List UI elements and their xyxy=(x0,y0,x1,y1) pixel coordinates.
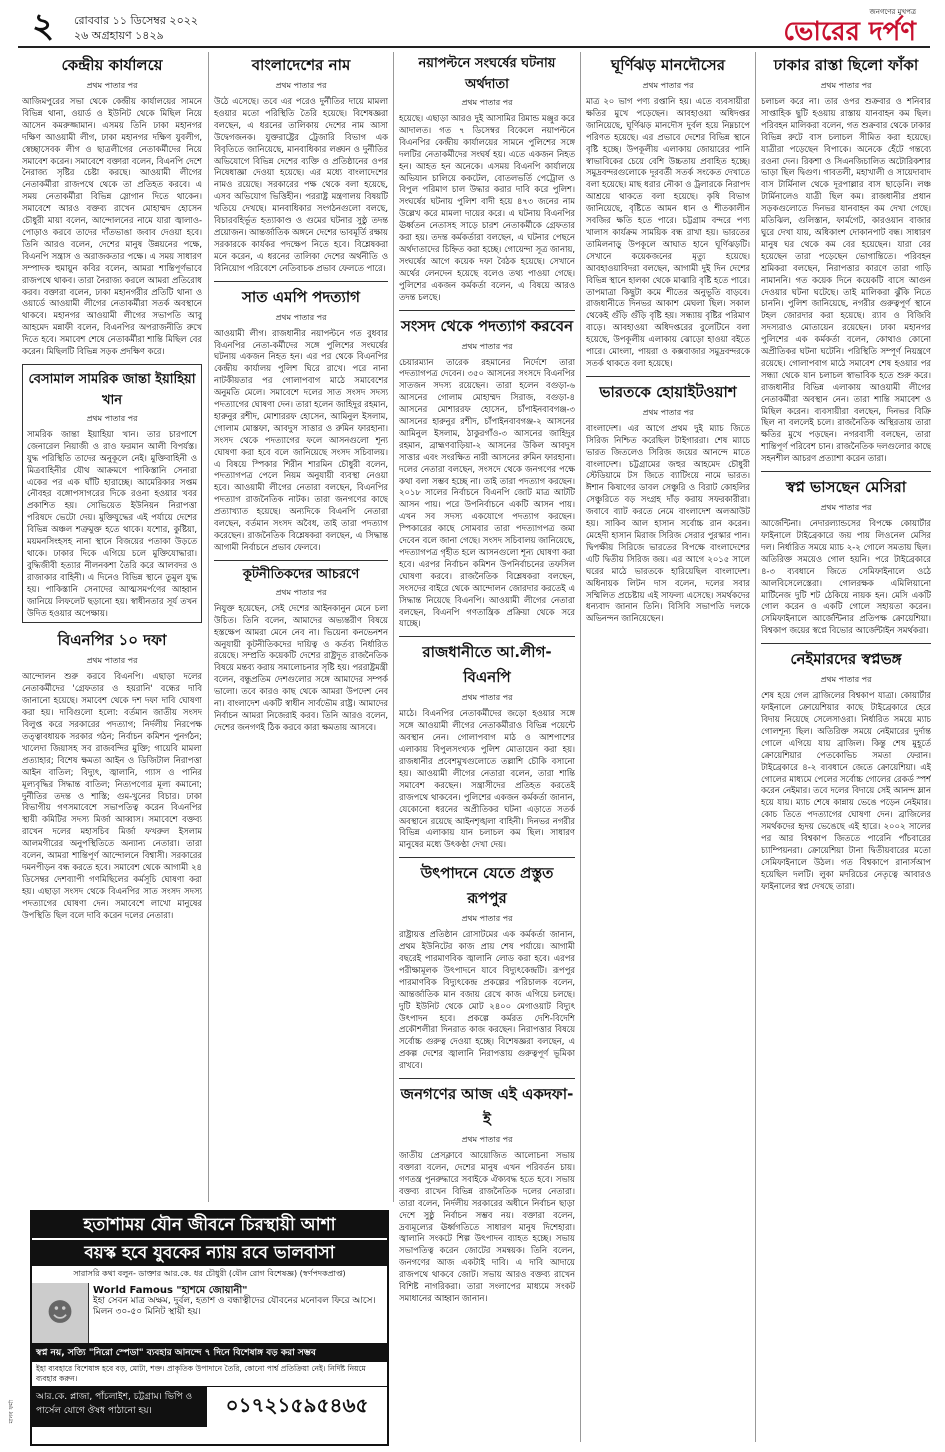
ad-phone-number[interactable]: ০১৭২১৫৯৫৪৬৫ xyxy=(206,1387,387,1427)
story-divider xyxy=(399,310,575,311)
column-divider xyxy=(393,52,394,1202)
story-body: মাঠে। বিএনপির নেতাকর্মীদের জড়ো হওয়ার সঙ্গে সঙ্গে আওয়ামী লীগের নেতাকর্মীরাও বিভিন্ন পয়েন্টে অবস্থান নেন। গোলাপবাগ মাঠ ও আশপাশের এলাকায় বিপুলসংখ্যক পুলিশ মোতায়েন করা হয়। রাজধানীর প্রবেশমুখগুলোতে তল্লাশি চৌকি বসানো হয়। আওয়ামী লীগের নেতারা বলেন, তারা শান্তি সমাবেশ করছেন। সন্ত্রাসীদের প্রতিহত করতেই রাজপথে থাকবেন। পুলিশের একজন কর্মকর্তা জানান, যেকোনো ধরনের অপ্রীতিকর ঘটনা এড়াতে সতর্ক অবস্থানে রয়েছে আইনশৃঙ্খলা বাহিনী। দিনভর নগরীর বিভিন্ন এলাকায় যান চলাচল কম ছিল। সাধারণ মানুষের মধ্যে উৎকণ্ঠা দেখা দেয়। xyxy=(399,708,575,850)
story-divider xyxy=(214,560,388,561)
story-divider xyxy=(761,471,931,472)
doctor-photo-icon: ☻ xyxy=(32,1283,89,1343)
story-divider xyxy=(399,1078,575,1079)
logo-title: ভোরের দর্পণ xyxy=(783,17,916,47)
page-number: ২ xyxy=(32,6,55,46)
story xyxy=(214,286,388,554)
story-body: শেষ হয়ে গেল ব্রাজিলের বিশ্বকাপ যাত্রা। কোয়ার্টার ফাইনালে ক্রোয়েশিয়ার কাছে টাইব্রেকারে হেরে বিদায় নিয়েছে সেলেসাওরা। নির্ধারিত সময়ে ম্যাচ গোলশূন্য ছিল। অতিরিক্ত সময়ে নেইমারের দুর্দান্ত গোলে এগিয়ে যায় ব্রাজিল। কিন্তু শেষ মুহূর্তে ক্রোয়েশিয়ার পেতকোভিচ সমতা ফেরান। টাইব্রেকারে ৪-২ ব্যবধানে জেতে ক্রোয়েশিয়া। এই গোলের মাধ্যমে পেলের সর্বোচ্চ গোলের রেকর্ড স্পর্শ করেন নেইমার। তবে দলের বিদায়ে সেই আনন্দ ম্লান হয়ে যায়। ম্যাচ শেষে কান্নায় ভেঙে পড়েন নেইমার। কোচ তিতে পদত্যাগের ঘোষণা দেন। ব্রাজিলের সমর্থকদের হৃদয় ভেঙেছে এই হারে। ২০০২ সালের পর আর বিশ্বকাপ জিততে পারেনি পাঁচবারের চ্যাম্পিয়নরা। ক্রোয়েশিয়া টানা দ্বিতীয়বারের মতো সেমিফাইনালে উঠল। গত বিশ্বকাপে রানার্সআপ হয়েছিল দলটি। লুকা মদরিচের নেতৃত্বে আবারও ফাইনালের স্বপ্ন দেখছে তারা। xyxy=(761,690,931,891)
continued-label: প্রথম পাতার পর xyxy=(461,341,513,351)
story xyxy=(399,862,575,1072)
continued-label: প্রথম পাতার পর xyxy=(275,81,327,90)
advertisement[interactable] xyxy=(30,1210,389,1446)
story xyxy=(214,54,388,275)
story-headline[interactable]: নেইমারদের স্বপ্নভঙ্গ xyxy=(790,650,902,669)
ad-middle xyxy=(32,1283,387,1343)
story-headline[interactable]: বিএনপির ১০ দফা xyxy=(57,631,167,650)
story xyxy=(22,629,202,921)
continued-label: প্রথম পাতার পর xyxy=(275,312,327,322)
story-headline[interactable]: বেসামাল সামরিক জান্তা ইয়াহিয়া খান xyxy=(28,371,196,408)
story-body: উঠে এসেছে। তবে এর পরেও দুর্নীতির দায়ে মামলা হওয়ার মতো পরিস্থিতি তৈরি হয়েছে। বিশেষজ্ঞরা বলছেন, এ ধরনের তালিকায় দেশের নাম আসা উদ্বেগজনক। যুক্তরাষ্ট্রের ট্রেজারি বিভাগ এক বিবৃতিতে জানিয়েছে, মানবাধিকার লঙ্ঘন ও দুর্নীতির অভিযোগে বিভিন্ন দেশের ব্যক্তি ও প্রতিষ্ঠানের ওপর নিষেধাজ্ঞা দেওয়া হয়েছে। এর মধ্যে বাংলাদেশের নামও রয়েছে। সরকারের পক্ষ থেকে বলা হয়েছে, এসব অভিযোগ ভিত্তিহীন। পররাষ্ট্র মন্ত্রণালয় বিষয়টি খতিয়ে দেখছে। মানবাধিকার সংগঠনগুলো বলছে, বিচারবহির্ভূত হত্যাকাণ্ড ও গুমের ঘটনার সুষ্ঠু তদন্ত প্রয়োজন। আন্তর্জাতিক অঙ্গনে দেশের ভাবমূর্তি রক্ষায় সরকারকে কার্যকর পদক্ষেপ নিতে হবে। বিশ্লেষকরা মনে করেন, এ ধরনের তালিকা দেশের অর্থনীতি ও বিনিয়োগ পরিবেশে নেতিবাচক প্রভাব ফেলতে পারে। xyxy=(214,96,388,273)
story-body: রাষ্ট্রায়ত্ত প্রতিষ্ঠান রোসাটমের এক কর্মকর্তা জানান, প্রথম ইউনিটের কাজ প্রায় শেষ পর্যায়ে। আগামী বছরেই পারমাণবিক জ্বালানি লোড করা হবে। এরপর পরীক্ষামূলক উৎপাদনে যাবে বিদ্যুৎকেন্দ্রটি। রূপপুর পারমাণবিক বিদ্যুৎকেন্দ্র প্রকল্পের পরিচালক বলেন, আন্তর্জাতিক মান বজায় রেখে কাজ এগিয়ে চলছে। দুটি ইউনিট থেকে মোট ২৪০০ মেগাওয়াট বিদ্যুৎ উৎপাদন হবে। প্রকল্পে কর্মরত দেশি-বিদেশি প্রকৌশলীরা দিনরাত কাজ করছেন। নিরাপত্তার বিষয়ে সর্বোচ্চ গুরুত্ব দেওয়া হচ্ছে। বিশেষজ্ঞরা বলছেন, এ প্রকল্প দেশের জ্বালানি নিরাপত্তায় গুরুত্বপূর্ণ ভূমিকা রাখবে। xyxy=(399,929,575,1071)
ad-product-name: World Famous "হাশমে জোয়ানী" xyxy=(93,1285,248,1296)
column-1 xyxy=(22,52,202,1202)
continued-label: প্রথম পাতার পর xyxy=(461,98,513,107)
story-headline[interactable]: জনগণের আজ এই একদফা-ই xyxy=(400,1085,574,1129)
story-headline[interactable]: উৎপাদনে যেতে প্রস্তুত রূপপুর xyxy=(420,864,554,908)
column-5 xyxy=(761,52,931,1442)
story xyxy=(761,476,931,637)
story-headline[interactable]: রাজধানীতে আ.লীগ-বিএনপি xyxy=(422,643,552,687)
masthead xyxy=(18,6,930,48)
story xyxy=(22,54,202,358)
side-note: মানব ফর্মা xyxy=(8,1400,15,1424)
story-divider xyxy=(214,281,388,282)
story xyxy=(586,54,750,370)
story-body: বাংলাদেশ। এর আগে প্রথম দুই ম্যাচ জিতে সিরিজ নিশ্চিত করেছিল টাইগাররা। শেষ ম্যাচে ভারত জিতলেও সিরিজ জয়ের আনন্দে মাতে বাংলাদেশ। চট্টগ্রামের জহুর আহমেদ চৌধুরী স্টেডিয়ামে টস জিতে ব্যাটিংয়ে নামে ভারত। ঈশান কিষাণের ডাবল সেঞ্চুরি ও বিরাট কোহলির সেঞ্চুরিতে বড় সংগ্রহ দাঁড় করায় সফরকারীরা। জবাবে ব্যাট করতে নেমে বাংলাদেশ অলআউট হয়। সাকিব আল হাসান সর্বোচ্চ রান করেন। মেহেদী হাসান মিরাজ সিরিজ সেরার পুরস্কার পান। দ্বিপক্ষীয় সিরিজে ভারতের বিপক্ষে বাংলাদেশের এটি দ্বিতীয় সিরিজ জয়। এর আগে ২০১৫ সালে ঘরের মাঠে ভারতকে হারিয়েছিল বাংলাদেশ। অধিনায়ক লিটন দাস বলেন, দলের সবার সম্মিলিত প্রচেষ্টায় এই সাফল্য এসেছে। সমর্থকদের ধন্যবাদ জানান তিনি। বিসিবি সভাপতি দলকে অভিনন্দন জানিয়েছেন। xyxy=(586,422,750,624)
story xyxy=(399,315,575,631)
ad-footer xyxy=(32,1386,387,1427)
boxed-story xyxy=(22,364,202,624)
continued-label: প্রথম পাতার পর xyxy=(86,413,138,423)
story-headline[interactable]: ঘূর্ণিঝড় মানদৌসের xyxy=(611,56,725,74)
ad-product-text: ইহা সেবন মাত্র অক্ষম, দুর্বল, হতাশ ও বন্ধাত্বীদের যৌবনের মনোবল ফিরে আসে। মিলন ৩০-৫০ মিনিট স্থায়ী হয়। xyxy=(93,1296,376,1317)
story-body: নিযুক্ত হয়েছেন, সেই দেশের আইনকানুন মেনে চলা উচিত। তিনি বলেন, আমাদের অভ্যন্তরীণ বিষয়ে হস্তক্ষেপ আমরা মেনে নেব না। ভিয়েনা কনভেনশন অনুযায়ী কূটনীতিকদের দায়িত্ব ও কর্তব্য নির্ধারিত রয়েছে। সম্প্রতি কয়েকটি দেশের রাষ্ট্রদূত রাজনৈতিক বিষয়ে মন্তব্য করায় সমালোচনার সৃষ্টি হয়। পররাষ্ট্রমন্ত্রী বলেন, বন্ধুপ্রতিম দেশগুলোর সঙ্গে আমাদের সম্পর্ক ভালো। তবে কারও কাছ থেকে আমরা উপদেশ নেব না। বাংলাদেশ একটি স্বাধীন সার্বভৌম রাষ্ট্র। আমাদের নির্বাচন আমরা নিজেরাই করব। তিনি আরও বলেন, দেশের জনগণই ঠিক করবে কারা ক্ষমতায় আসবে। xyxy=(214,602,388,732)
ad-banner: স্বপ্ন নয়, সত্যি "নিরো স্পেডা" ব্যবহার আনন্দে ৭ দিনে বিশেষাঙ্গ বড় করা সম্ভব xyxy=(32,1343,387,1362)
continued-label: প্রথম পাতার পর xyxy=(820,675,872,685)
newspaper-logo xyxy=(783,6,916,46)
column-4 xyxy=(586,52,750,1442)
story-body: চেয়ারম্যান তারেক রহমানের নির্দেশে তারা পদত্যাগপত্র দেবেন। ৩৫০ আসনের সংসদে বিএনপির সাতজন সদস্য রয়েছেন। তারা হলেন বগুড়া-৬ আসনের গোলাম মোহাম্মদ সিরাজ, বগুড়া-৪ আসনের মোশাররফ হোসেন, চাঁপাইনবাবগঞ্জ-৩ আসনের হারুনুর রশীদ, চাঁপাইনবাবগঞ্জ-২ আসনের আমিনুল ইসলাম, ঠাকুরগাঁও-৩ আসনের জাহিদুর রহমান, ব্রাহ্মণবাড়িয়া-২ আসনের উকিল আবদুস সাত্তার এবং সংরক্ষিত নারী আসনের রুমিন ফারহানা। দলের নেতারা বলছেন, সংসদে থেকে জনগণের পক্ষে কথা বলা সম্ভব হচ্ছে না। তাই তারা পদত্যাগ করছেন। ২০১৮ সালের নির্বাচনে বিএনপি জোট মাত্র আটটি আসন পায়। পরে উপনির্বাচনে একটি আসন পায়। এখন সব সদস্য একযোগে পদত্যাগ করছেন। স্পিকারের কাছে সোমবার তারা পদত্যাগপত্র জমা দেবেন বলে জানা গেছে। সংসদ সচিবালয় জানিয়েছে, পদত্যাগপত্র গৃহীত হলে আসনগুলো শূন্য ঘোষণা করা হবে। এরপর নির্বাচন কমিশন উপনির্বাচনের তফসিল ঘোষণা করবে। রাজনৈতিক বিশ্লেষকরা বলছেন, সংসদের বাইরে থেকে আন্দোলন জোরদার করতেই এ সিদ্ধান্ত নিয়েছে বিএনপি। আওয়ামী লীগের নেতারা বলছেন, বিএনপি গণতান্ত্রিক প্রক্রিয়া থেকে সরে যাচ্ছে। xyxy=(399,356,575,629)
story xyxy=(399,54,575,304)
date-bangla: ২৬ অগ্রহায়ণ ১৪২৯ xyxy=(74,29,164,42)
story-body: হয়েছে। এছাড়া আরও দুই আসামির রিমান্ড মঞ্জুর করে আদালত। গত ৭ ডিসেম্বর বিকেলে নয়াপল্টনে বিএনপির কেন্দ্রীয় কার্যালয়ের সামনে পুলিশের সঙ্গে দলটির নেতাকর্মীদের সংঘর্ষ হয়। এতে একজন নিহত হন। আহত হন অনেকে। এসময় বিএনপি কার্যালয়ে অভিযান চালিয়ে ককটেল, বোতলভর্তি পেট্রোল ও বিপুল পরিমাণ চাল উদ্ধার করার দাবি করে পুলিশ। সংঘর্ষের ঘটনায় পুলিশ বাদী হয়ে ৪৭৩ জনের নাম উল্লেখ করে মামলা দায়ের করে। এ ঘটনায় বিএনপির ঊর্ধ্বতন নেতাসহ সাড়ে চারশ নেতাকর্মীকে গ্রেফতার করা হয়। তদন্ত কর্মকর্তারা বলছেন, এ ঘটনার পেছনে অর্থদাতাদের চিহ্নিত করা হচ্ছে। গোয়েন্দা সূত্র জানায়, সংঘর্ষের আগে কয়েক দফা বৈঠক হয়েছে। সেখানে অর্থের লেনদেন হয়েছে বলেও তথ্য পাওয়া গেছে। পুলিশের একজন কর্মকর্তা বলেন, এ বিষয়ে আরও তদন্ত চলছে। xyxy=(399,113,575,302)
story-divider xyxy=(399,857,575,858)
story-headline[interactable]: নয়াপল্টনে সংঘর্ষের ঘটনায় অর্থদাতা xyxy=(418,56,556,92)
ad-subtitle: সারাসরি কথা বলুন- ডাক্তার আর.কে. ধর চৌধুরী (যৌন রোগ বিশেষজ্ঞ) (স্বর্ণপদকপ্রাপ্ত) xyxy=(73,1269,346,1278)
continued-label: প্রথম পাতার পর xyxy=(275,587,327,597)
ad-headline-2: বয়স্ক হবে যুবকের ন্যায় রবে ভালবাসা xyxy=(32,1240,387,1266)
story-divider xyxy=(761,643,931,644)
story-headline[interactable]: কেন্দ্রীয় কার্যালয়ে xyxy=(61,56,163,74)
continued-label: প্রথম পাতার পর xyxy=(86,81,138,90)
story-headline[interactable]: ঢাকার রাস্তা ছিলো ফাঁকা xyxy=(773,56,919,74)
story-body: জাতীয় প্রেসক্লাবে আয়োজিত আলোচনা সভায় বক্তারা বলেন, দেশের মানুষ এখন পরিবর্তন চায়। গণতন্ত্র পুনরুদ্ধারে সবাইকে ঐক্যবদ্ধ হতে হবে। সভায় বক্তব্য রাখেন বিভিন্ন রাজনৈতিক দলের নেতারা। তারা বলেন, নির্দলীয় সরকারের অধীনে নির্বাচন ছাড়া দেশে সুষ্ঠু নির্বাচন সম্ভব নয়। বক্তারা বলেন, দ্রব্যমূল্যের ঊর্ধ্বগতিতে সাধারণ মানুষ দিশেহারা। জ্বালানি সংকটে শিল্প উৎপাদন ব্যাহত হচ্ছে। সভায় সভাপতিত্ব করেন জোটের সমন্বয়ক। তিনি বলেন, জনগণের আজ একটাই দাবি। এ দাবি আদায়ে রাজপথে থাকবে জোট। সভায় আরও বক্তব্য রাখেন বিশিষ্ট নাগরিকরা। তারা সংলাপের মাধ্যমে সংকট সমাধানের আহ্বান জানান। xyxy=(399,1150,575,1303)
story-headline[interactable]: স্বপ্ন ভাসছেন মেসিরা xyxy=(785,478,907,497)
story xyxy=(214,565,388,734)
story-headline[interactable]: কূটনীতিকদের আচরণে xyxy=(242,566,360,582)
story-headline[interactable]: সংসদ থেকে পদত্যাগ করবেন xyxy=(400,316,574,335)
story-body: মাত্র ২০ ভাগ পণ্য রপ্তানি হয়। এতে ব্যবসায়ীরা ক্ষতির মুখে পড়েছেন। আবহাওয়া অধিদপ্তর জানিয়েছে, ঘূর্ণিঝড় মানদৌস দুর্বল হয়ে নিম্নচাপে পরিণত হয়েছে। এর প্রভাবে দেশের বিভিন্ন স্থানে বৃষ্টি হচ্ছে। উপকূলীয় এলাকায় জোয়ারের পানি স্বাভাবিকের চেয়ে বেশি উচ্চতায় প্রবাহিত হচ্ছে। সমুদ্রবন্দরগুলোকে দূরবর্তী সতর্ক সংকেত দেখাতে বলা হয়েছে। মাছ ধরার নৌকা ও ট্রলারকে নিরাপদ আশ্রয়ে থাকতে বলা হয়েছে। কৃষি বিভাগ জানিয়েছে, বৃষ্টিতে আমন ধান ও শীতকালীন সবজির ক্ষতি হতে পারে। চট্টগ্রাম বন্দরে পণ্য খালাস কার্যক্রম সাময়িক বন্ধ রাখা হয়। ভারতের তামিলনাড়ু উপকূলে আঘাত হানে ঘূর্ণিঝড়টি। সেখানে কয়েকজনের মৃত্যু হয়েছে। আবহাওয়াবিদরা বলছেন, আগামী দুই দিন দেশের বিভিন্ন স্থানে হালকা থেকে মাঝারি বৃষ্টি হতে পারে। তাপমাত্রা কিছুটা কমে শীতের অনুভূতি বাড়বে। রাজধানীতে দিনভর আকাশ মেঘলা ছিল। সকাল থেকেই গুঁড়ি গুঁড়ি বৃষ্টি হয়। সন্ধ্যায় বৃষ্টির পরিমাণ বাড়ে। আবহাওয়া অধিদপ্তরের বুলেটিনে বলা হয়েছে, উপকূলীয় এলাকায় ঝোড়ো হাওয়া বইতে পারে। মোংলা, পায়রা ও কক্সবাজার সমুদ্রবন্দরকে সতর্ক থাকতে বলা হয়েছে। xyxy=(586,96,750,368)
story xyxy=(761,54,931,465)
ad-fineprint: ইহা ব্যবহারে বিশেষাঙ্গ হবে বড়, মোটা, শক্ত। প্রাকৃতিক উপাদানে তৈরি, কোনো পার্শ্ব প্রতিক্রিয়া নেই। নির্দিষ্ট নিয়মে ব্যবহার করুন। xyxy=(36,1364,366,1383)
continued-label: প্রথম পাতার পর xyxy=(461,693,513,703)
continued-label: প্রথম পাতার পর xyxy=(461,914,513,924)
story xyxy=(399,1083,575,1305)
story-body: চলাচল করে না। তার ওপর শুক্রবার ও শনিবার সাপ্তাহিক ছুটি হওয়ায় রাস্তায় যানবাহন কম ছিল। পরিবহন মালিকরা বলেন, গত শুক্রবার থেকে ঢাকার বিভিন্ন রুটে বাস চলাচল সীমিত করা হয়েছে। যাত্রীরা পড়েছেন বিপাকে। অনেকে হেঁটে গন্তব্যে রওনা দেন। রিকশা ও সিএনজিচালিত অটোরিকশার ভাড়া ছিল দ্বিগুণ। গাবতলী, মহাখালী ও সায়েদাবাদ বাস টার্মিনাল থেকে দূরপাল্লার বাস ছাড়েনি। লঞ্চ টার্মিনালেও যাত্রী ছিল কম। রাজধানীর প্রধান সড়কগুলোতে দিনভর যানবাহন কম দেখা গেছে। মতিঝিল, গুলিস্তান, ফার্মগেট, কারওয়ান বাজার ঘুরে দেখা যায়, অধিকাংশ দোকানপাট বন্ধ। সাধারণ মানুষ ঘর থেকে কম বের হয়েছেন। যারা বের হয়েছেন তারা পড়েছেন ভোগান্তিতে। পরিবহন শ্রমিকরা বলছেন, নিরাপত্তার কারণে তারা গাড়ি নামাননি। গত কয়েক দিনে কয়েকটি বাসে আগুন দেওয়ার ঘটনা ঘটেছে। তাই মালিকরা ঝুঁকি নিতে চাননি। পুলিশ জানিয়েছে, নগরীর গুরুত্বপূর্ণ স্থানে টহল জোরদার করা হয়েছে। র‍্যাব ও বিজিবি সদস্যরাও মোতায়েন রয়েছেন। ঢাকা মহানগর পুলিশের এক কর্মকর্তা বলেন, কোথাও কোনো অপ্রীতিকর ঘটনা ঘটেনি। পরিস্থিতি সম্পূর্ণ নিয়ন্ত্রণে রয়েছে। গোলাপবাগ মাঠে সমাবেশ শেষ হওয়ার পর সন্ধ্যা থেকে যান চলাচল স্বাভাবিক হতে শুরু করে। রাজধানীর বিভিন্ন এলাকায় আওয়ামী লীগের নেতাকর্মীরা অবস্থান নেন। তারা শান্তি সমাবেশ ও মিছিল করেন। ব্যবসায়ীরা বলছেন, দিনভর বিক্রি ছিল না বললেই চলে। রাজনৈতিক অস্থিরতায় তারা ক্ষতির মুখে পড়ছেন। নগরবাসী বলছেন, তারা শান্তিপূর্ণ পরিবেশ চান। রাজনৈতিক দলগুলোর কাছে সহনশীল আচরণ প্রত্যাশা করেন তারা। xyxy=(761,96,931,464)
continued-label: প্রথম পাতার পর xyxy=(642,407,694,417)
column-divider xyxy=(755,52,756,1442)
story-body: আওয়ামী লীগ। রাজধানীর নয়াপল্টনে গত বুধবার বিএনপির নেতা-কর্মীদের সঙ্গে পুলিশের সংঘর্ষের ঘটনায় একজন নিহত হন। এর পর থেকে বিএনপির কেন্দ্রীয় কার্যালয় পুলিশ ঘিরে রাখে। পরে নানা নাটকীয়তার পর গোলাপবাগ মাঠে সমাবেশের অনুমতি মেলে। সমাবেশে দলের সাত সংসদ সদস্য পদত্যাগের ঘোষণা দেন। তারা হলেন জাহিদুর রহমান, হারুনুর রশীদ, মোশাররফ হোসেন, আমিনুল ইসলাম, গোলাম মোস্তফা, আবদুস সাত্তার ও রুমিন ফারহানা। সংসদ থেকে পদত্যাগের ফলে আসনগুলো শূন্য ঘোষণা করা হবে বলে জানিয়েছে সংসদ সচিবালয়। এ বিষয়ে স্পিকার শিরীন শারমিন চৌধুরী বলেন, পদত্যাগপত্র পেলে নিয়ম অনুযায়ী ব্যবস্থা নেওয়া হবে। আওয়ামী লীগের নেতারা বলছেন, বিএনপির পদত্যাগ রাজনৈতিক নাটক। তারা জনগণের কাছে প্রত্যাখ্যাত হয়েছে। অন্যদিকে বিএনপি নেতারা বলছেন, বর্তমান সংসদ অবৈধ, তাই তারা পদত্যাগ করেছেন। রাজনৈতিক বিশ্লেষকরা বলছেন, এ সিদ্ধান্ত আগামী নির্বাচনে প্রভাব ফেলবে। xyxy=(214,327,388,552)
story-headline[interactable]: ভারতকে হোয়াইটওয়াশ xyxy=(599,382,737,401)
story-divider xyxy=(586,376,750,377)
story-body: সামরিক জান্তা ইয়াহিয়া খান। তার চারপাশে জেনারেল নিয়াজী ও রাও ফরমান আলী বিপর্যস্ত। যুদ্ধ পরিস্থিতি তাদের অনুকূলে নেই। মুক্তিবাহিনী ও মিত্রবাহিনীর যৌথ আক্রমণে পাকিস্তানি সেনারা একের পর এক ঘাঁটি হারাচ্ছে। আমেরিকার সপ্তম নৌবহর বঙ্গোপসাগরের দিকে রওনা হওয়ার খবর প্রকাশিত হয়। সোভিয়েত ইউনিয়ন নিরাপত্তা পরিষদে ভেটো দেয়। মুক্তিযুদ্ধের এই পর্যায়ে দেশের বিভিন্ন অঞ্চল শত্রুমুক্ত হতে থাকে। যশোর, কুষ্টিয়া, ময়মনসিংহসহ নানা স্থানে বিজয়ের পতাকা উড়তে থাকে। ঢাকার দিকে এগিয়ে চলে মুক্তিযোদ্ধারা। বুদ্ধিজীবী হত্যার নীলনকশা তৈরি করে আলবদর ও রাজাকার বাহিনী। এ দিনেও বিভিন্ন স্থানে তুমুল যুদ্ধ হয়। পাকিস্তানি সেনাদের আত্মসমর্পণের আহ্বান জানিয়ে লিফলেট ছড়ানো হয়। স্বাধীনতার সূর্য তখন উদিত হওয়ার অপেক্ষায়। xyxy=(27,428,197,618)
continued-label: প্রথম পাতার পর xyxy=(461,1135,513,1145)
story-body: আর্জেন্টিনা। নেদারল্যান্ডসের বিপক্ষে কোয়ার্টার ফাইনালে টাইব্রেকারে জয় পায় লিওনেল মেসির দল। নির্ধারিত সময়ে ম্যাচ ২-২ গোলে সমতায় ছিল। অতিরিক্ত সময়েও গোল হয়নি। পরে টাইব্রেকারে ৪-৩ ব্যবধানে জিতে সেমিফাইনালে ওঠে আলবিসেলেস্তেরা। গোলরক্ষক এমিলিয়ানো মার্টিনেজ দুটি শট ঠেকিয়ে নায়ক হন। মেসি একটি গোল করেন ও একটি গোলে সহায়তা করেন। সেমিফাইনালে আর্জেন্টিনার প্রতিপক্ষ ক্রোয়েশিয়া। বিশ্বকাপ জয়ের স্বপ্নে বিভোর আর্জেন্টাইন সমর্থকরা। xyxy=(761,518,931,636)
ad-headline-1: হতাশাময় যৌন জীবনে চিরস্থায়ী আশা xyxy=(32,1212,387,1238)
story-divider xyxy=(399,636,575,637)
date-english: রোববার ১১ ডিসেম্বর ২০২২ xyxy=(74,14,199,27)
column-3 xyxy=(399,52,575,1442)
logo-tagline: জনগণের মুখপত্র xyxy=(869,8,916,16)
continued-label: প্রথম পাতার পর xyxy=(820,503,872,513)
ad-address: আর.কে. প্লাজা, পাঁচলাইশ, চট্টগ্রাম। ভিপি ও পার্সেল যোগে ঔষধ পাঠানো হয়। xyxy=(32,1387,206,1427)
story-body: আজিমপুরের সভা থেকে কেন্দ্রীয় কার্যালয়ের সামনে বিভিন্ন থানা, ওয়ার্ড ও ইউনিট থেকে মিছিল নিয়ে আসেন কমরুজ্জামান। এসময় তিনি ঢাকা মহানগর দক্ষিণ আওয়ামী লীগ, ঢাকা মহানগর দক্ষিণ যুবলীগ, স্বেচ্ছাসেবক লীগ ও ছাত্রলীগের নেতাকর্মীদের নিয়ে সমাবেশ করেন। সমাবেশে বক্তারা বলেন, বিএনপি দেশে নৈরাজ্য সৃষ্টির চেষ্টা করছে। আওয়ামী লীগের নেতাকর্মীরা রাজপথে থেকে তা প্রতিহত করবে। এ সময় নেতাকর্মীরা বিভিন্ন স্লোগান দিতে থাকেন। সমাবেশে আরও বক্তব্য রাখেন মোহাম্মদ হোসেন চৌধুরী মায়া বলেন, আন্দোলনের নামে যারা জ্বালাও-পোড়াও করবে তাদের দাঁতভাঙা জবাব দেওয়া হবে। তিনি আরও বলেন, দেশের মানুষ উন্নয়নের পক্ষে, বিএনপি সন্ত্রাস ও অরাজকতার পক্ষে। এ সময় সাধারণ সম্পাদক হুমায়ুন কবির বলেন, আমরা শান্তিপূর্ণভাবে রাজপথে থাকব। তারা নৈরাজ্য করলে আমরা প্রতিরোধ করব। বক্তারা বলেন, ঢাকা মহানগরীর প্রতিটি থানা ও ওয়ার্ডে আওয়ামী লীগের নেতাকর্মীরা সতর্ক অবস্থানে থাকবে। মহানগর আওয়ামী লীগের সভাপতি আবু আহমেদ মন্নাফী বলেন, বিএনপির অপরাজনীতি রুখে দিতে হবে। সমাবেশ শেষে নেতাকর্মীরা শান্তি মিছিল বের করেন। মিছিলটি বিভিন্ন সড়ক প্রদক্ষিণ করে। xyxy=(22,96,202,357)
story xyxy=(586,381,750,625)
continued-label: প্রথম পাতার পর xyxy=(86,656,138,666)
continued-label: প্রথম পাতার পর xyxy=(820,81,872,90)
story xyxy=(761,648,931,892)
story-headline[interactable]: বাংলাদেশের নাম xyxy=(251,56,351,74)
column-divider xyxy=(580,52,581,1442)
column-2 xyxy=(214,52,388,1202)
column-divider xyxy=(208,52,209,1202)
continued-label: প্রথম পাতার পর xyxy=(642,81,694,90)
story xyxy=(399,641,575,851)
story-body: আন্দোলন শুরু করবে বিএনপি। এছাড়া দলের নেতাকর্মীদের 'গ্রেফতার ও হয়রানি' বন্ধের দাবি জানানো হয়েছে। সমাবেশ থেকে দশ দফা দাবি ঘোষণা করা হয়। দাবিগুলো হলো: বর্তমান জাতীয় সংসদ বিলুপ্ত করে সরকারের পদত্যাগ; নির্দলীয় নিরপেক্ষ তত্ত্বাবধায়ক সরকার গঠন; নির্বাচন কমিশন পুনর্গঠন; খালেদা জিয়াসহ সব রাজবন্দির মুক্তি; গায়েবি মামলা প্রত্যাহার; বিশেষ ক্ষমতা আইন ও ডিজিটাল নিরাপত্তা আইন বাতিল; বিদ্যুৎ, জ্বালানি, গ্যাস ও পানির মূল্যবৃদ্ধির সিদ্ধান্ত বাতিল; নিত্যপণ্যের মূল্য কমানো; দুর্নীতির তদন্ত ও শাস্তি; গুম-খুনের বিচার। ঢাকা বিভাগীয় গণসমাবেশে সভাপতিত্ব করেন বিএনপির স্থায়ী কমিটির সদস্য মির্জা আব্বাস। সমাবেশে বক্তব্য রাখেন দলের মহাসচিব মির্জা ফখরুল ইসলাম আলমগীরের অনুপস্থিতিতে অন্যান্য নেতারা। তারা বলেন, আমরা শান্তিপূর্ণ আন্দোলনে বিশ্বাসী। সরকারের দমনপীড়ন বন্ধ করতে হবে। সমাবেশ থেকে আগামী ২৪ ডিসেম্বর দেশব্যাপী গণমিছিলের কর্মসূচি ঘোষণা করা হয়। এছাড়া সংসদ থেকে বিএনপির সাত সংসদ সদস্য পদত্যাগের ঘোষণা দেন। সমাবেশে লাখো মানুষের উপস্থিতি ছিল বলে দাবি করেন দলের নেতারা। xyxy=(22,671,202,920)
ad-description xyxy=(89,1283,387,1343)
story-headline[interactable]: সাত এমপি পদত্যাগ xyxy=(241,287,361,306)
